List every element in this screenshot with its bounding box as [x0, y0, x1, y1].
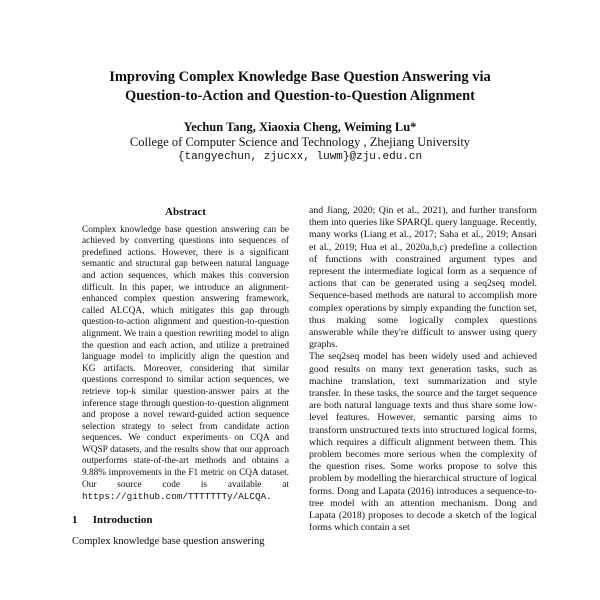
paper-title	[60, 68, 540, 106]
author-emails: {tangyechun, zjucxx, luwm}@zju.edu.cn	[177, 151, 423, 163]
title-line-2: Question-to-Action and Question-to-Question Alignment	[124, 88, 476, 104]
title-line-1: Improving Complex Knowledge Base Question Answering via	[109, 69, 491, 85]
abstract-heading: Abstract	[165, 206, 206, 218]
author-names: Yechun Tang, Xiaoxia Cheng, Weiming Lu*	[183, 120, 417, 134]
abstract-text: Complex knowledge base question answering can be achieved by converting questions into sequences of predefined actions. However, there is a significant semantic and structural gap between natural language and action sequences, which makes this conversion difficult. In this paper, we introduce an alignment-enhanced complex question answering framework, called ALCQA, which mitigates this gap through question-to-action alignment and question-to-question alignment. We train a question rewriting model to align the question and each action, and utilize a pretrained language model to implicitly align the question and KG artifacts. Moreover, considering that similar questions correspond to similar action sequences, we retrieve top-k similar question-answer pairs at the inference stage through question-to-question alignment and propose a novel reward-guided action sequence selection strategy to select from candidate action sequences. We conduct experiments on CQA and WQSP datasets, and the results show that our approach outperforms state-of-the-art methods and obtains a 9.88% improvements in the F1 metric on CQA dataset. Our source code is available at	[82, 224, 289, 490]
right-paragraph-1: and Jiang, 2020; Qin et al., 2021), and further transform them into queries like SPARQL query language. Recently, many works (Liang et al., 2017; Saha et al., 2019; Ansari et al., 2019; Hua et al., 2020a,b,c) predefine a collection of functions with constrained argument types and represent the intermediate logical form as a sequence of actions that can be generated using a seq2seq model. Sequence-based methods are natural to accomplish more complex operations by simply expanding the function set, thus making some logically complex questions answerable while they're difficult to answer using query graphs.	[309, 205, 538, 351]
right-paragraph-2: The seq2seq model has been widely used and achieved good results on many text generation tasks, such as machine translation, text summarization and style transfer. In these tasks, the source and the target sequence are both natural language texts and thus share some low-level features. However, semantic parsing aims to transform unstructured texts into structured logical forms, which requires a difficult alignment between them. This problem becomes more serious when the complexity of the question rises. Some works propose to solve this problem by modelling the hierarchical structure of logical forms. Dong and Lapata (2016) introduces a sequence-to-tree model with an attention mechanism. Dong and Lapata (2018) proposes to decode a sketch of the logical forms which contain a set	[309, 351, 537, 534]
section-heading-introduction	[72, 515, 299, 527]
section-number: 1	[72, 513, 78, 526]
abstract-body	[72, 225, 299, 504]
author-block	[60, 120, 540, 165]
intro-first-line: Complex knowledge base question answering	[72, 536, 265, 548]
affiliation: College of Computer Science and Technology , Zhejiang University	[129, 135, 471, 149]
abstract-url: https://github.com/TTTTTTTy/ALCQA.	[82, 491, 272, 503]
section-title: Introduction	[92, 513, 153, 526]
right-column	[309, 205, 537, 534]
left-column	[72, 207, 299, 548]
